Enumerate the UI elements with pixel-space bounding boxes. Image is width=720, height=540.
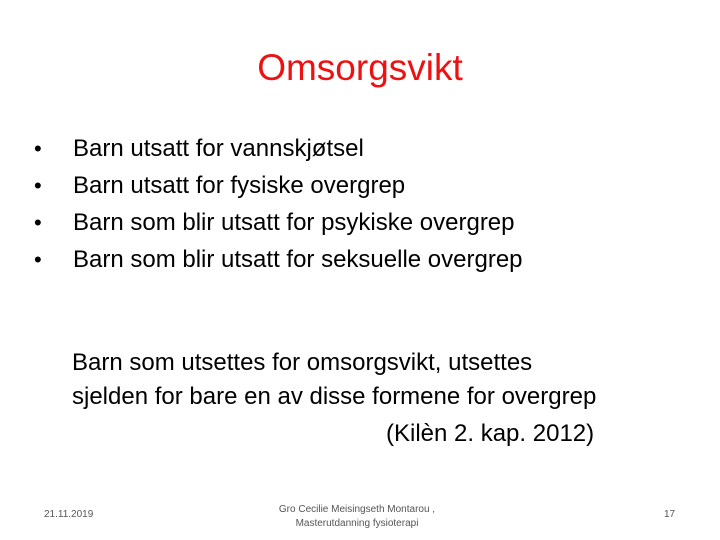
list-item bbox=[34, 241, 523, 278]
list-item bbox=[34, 130, 523, 167]
bullet-icon: • bbox=[34, 247, 42, 272]
bullet-text: Barn utsatt for fysiske overgrep bbox=[73, 172, 406, 199]
bullet-icon: • bbox=[34, 173, 42, 198]
bullet-text: Barn som blir utsatt for psykiske overgrep bbox=[73, 209, 515, 236]
page-number: 17 bbox=[664, 509, 676, 520]
bullet-icon: • bbox=[34, 136, 42, 161]
list-item bbox=[34, 204, 523, 241]
bullet-text: Barn utsatt for vannskjøtsel bbox=[73, 135, 364, 162]
bullet-text: Barn som blir utsatt for seksuelle overgrep bbox=[73, 246, 523, 273]
paragraph-line-2: sjelden for bare en av disse formene for overgrep bbox=[72, 383, 597, 410]
footer-date: 21.11.2019 bbox=[44, 509, 94, 520]
bullet-list bbox=[34, 130, 523, 278]
bullet-icon: • bbox=[34, 210, 42, 235]
slide-title: Omsorgsvikt bbox=[257, 47, 463, 88]
footer-author-name: Gro Cecilie Meisingseth Montarou , bbox=[278, 504, 436, 515]
footer-author-program: Masterutdanning fysioterapi bbox=[295, 518, 419, 529]
footer-author bbox=[232, 503, 482, 531]
paragraph-line-1: Barn som utsettes for omsorgsvikt, utsettes bbox=[72, 349, 533, 376]
summary-paragraph bbox=[72, 346, 702, 451]
citation: (Kilèn 2. kap. 2012) bbox=[386, 420, 595, 447]
list-item bbox=[34, 167, 523, 204]
